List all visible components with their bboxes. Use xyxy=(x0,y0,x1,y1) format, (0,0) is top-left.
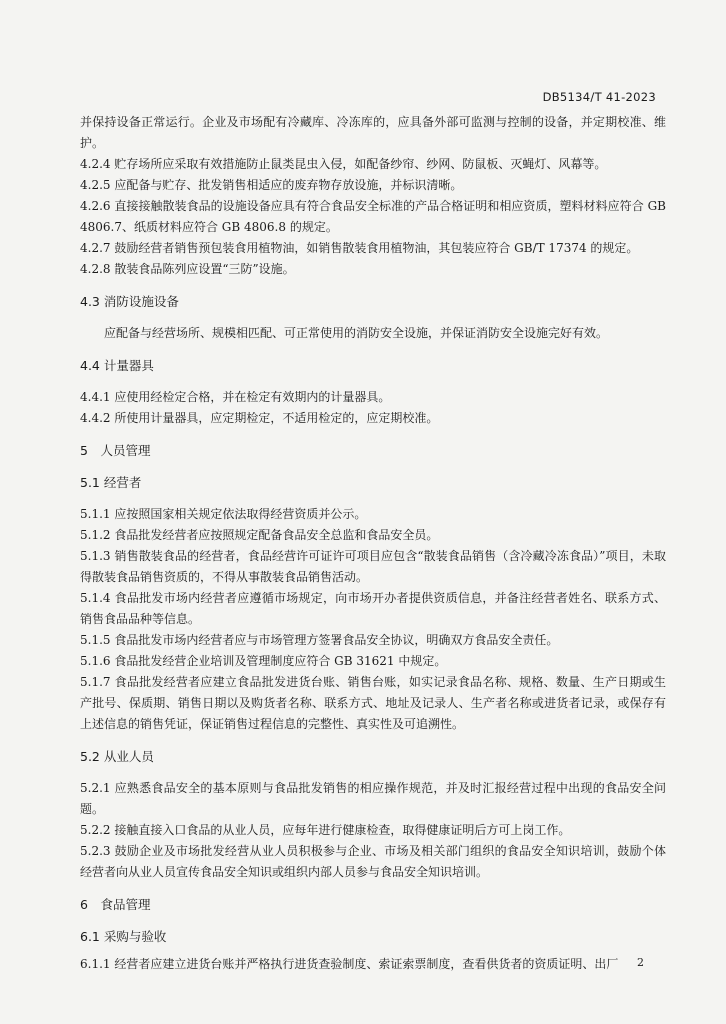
clause-6-1-1: 6.1.1 经营者应建立进货台账并严格执行进货查验制度、索证索票制度，查看供货者的资质证明、出厂 xyxy=(80,957,619,971)
clause-5-1-3: 5.1.3 销售散装食品的经营者，食品经营许可证许可项目应包含“散装食品销售（含冷藏冷冻食品）”项目，未取得散装食品销售资质的，不得从事散装食品销售活动。 xyxy=(80,549,666,584)
section-heading-5-2: 5.2 从业人员 xyxy=(80,749,154,764)
paragraph-continued: 并保持设备正常运行。企业及市场配有冷藏库、冷冻库的，应具备外部可监测与控制的设备，并定期校准、维护。 xyxy=(80,115,666,150)
section-heading-4-4: 4.4 计量器具 xyxy=(80,358,154,373)
clause-4-2-8: 4.2.8 散装食品陈列应设置“三防”设施。 xyxy=(80,262,295,276)
clause-5-1-7: 5.1.7 食品批发经营者应建立食品批发进货台账、销售台账，如实记录食品名称、规格、数量、生产日期或生产批号、保质期、销售日期以及购货者名称、联系方式、地址及记录人、生产者名称或进货者记录，或保存有上述信息的销售凭证，保证销售过程信息的完整性、真实性及可追溯性。 xyxy=(80,675,666,731)
document-body xyxy=(80,112,666,975)
page-number: 2 xyxy=(637,956,644,969)
clause-5-1-2: 5.1.2 食品批发经营者应按照规定配备食品安全总监和食品安全员。 xyxy=(80,528,439,542)
section-heading-6-1: 6.1 采购与验收 xyxy=(80,929,167,944)
chapter-heading-5: 5 人员管理 xyxy=(80,443,151,458)
clause-5-2-3: 5.2.3 鼓励企业及市场批发经营从业人员积极参与企业、市场及相关部门组织的食品安全知识培训，鼓励个体经营者向从业人员宣传食品安全知识或组织内部人员参与食品安全知识培训。 xyxy=(80,844,666,879)
section-heading-5-1: 5.1 经营者 xyxy=(80,475,142,490)
clause-4-2-5: 4.2.5 应配备与贮存、批发销售相适应的废弃物存放设施，并标识清晰。 xyxy=(80,178,463,192)
clause-4-2-4: 4.2.4 贮存场所应采取有效措施防止鼠类昆虫入侵，如配备纱帘、纱网、防鼠板、灭蝇灯、风幕等。 xyxy=(80,157,607,171)
clause-5-1-4: 5.1.4 食品批发市场内经营者应遵循市场规定，向市场开办者提供资质信息，并备注经营者姓名、联系方式、销售食品品种等信息。 xyxy=(80,591,666,626)
clause-4-3-text: 应配备与经营场所、规模相匹配、可正常使用的消防安全设施，并保证消防安全设施完好有效。 xyxy=(104,326,609,340)
section-heading-4-3: 4.3 消防设施设备 xyxy=(80,294,179,309)
clause-5-1-1: 5.1.1 应按照国家相关规定依法取得经营资质并公示。 xyxy=(80,507,367,521)
clause-5-1-6: 5.1.6 食品批发经营企业培训及管理制度应符合 GB 31621 中规定。 xyxy=(80,654,447,668)
chapter-heading-6: 6 食品管理 xyxy=(80,897,151,912)
clause-4-4-2: 4.4.2 所使用计量器具，应定期检定，不适用检定的，应定期校准。 xyxy=(80,411,439,425)
clause-4-2-6: 4.2.6 直接接触散装食品的设施设备应具有符合食品安全标准的产品合格证明和相应资质，塑料材料应符合 GB 4806.7、纸质材料应符合 GB 4806.8 的规定。 xyxy=(80,199,666,234)
clause-4-2-7: 4.2.7 鼓励经营者销售预包装食用植物油，如销售散装食用植物油，其包装应符合 GB/T 17374 的规定。 xyxy=(80,241,639,255)
document-code: DB5134/T 41-2023 xyxy=(542,90,656,104)
clause-5-2-2: 5.2.2 接触直接入口食品的从业人员，应每年进行健康检查，取得健康证明后方可上岗工作。 xyxy=(80,823,571,837)
clause-5-2-1: 5.2.1 应熟悉食品安全的基本原则与食品批发销售的相应操作规范，并及时汇报经营过程中出现的食品安全问题。 xyxy=(80,781,666,816)
clause-4-4-1: 4.4.1 应使用经检定合格，并在检定有效期内的计量器具。 xyxy=(80,390,391,404)
clause-5-1-5: 5.1.5 食品批发市场内经营者应与市场管理方签署食品安全协议，明确双方食品安全责任。 xyxy=(80,633,559,647)
